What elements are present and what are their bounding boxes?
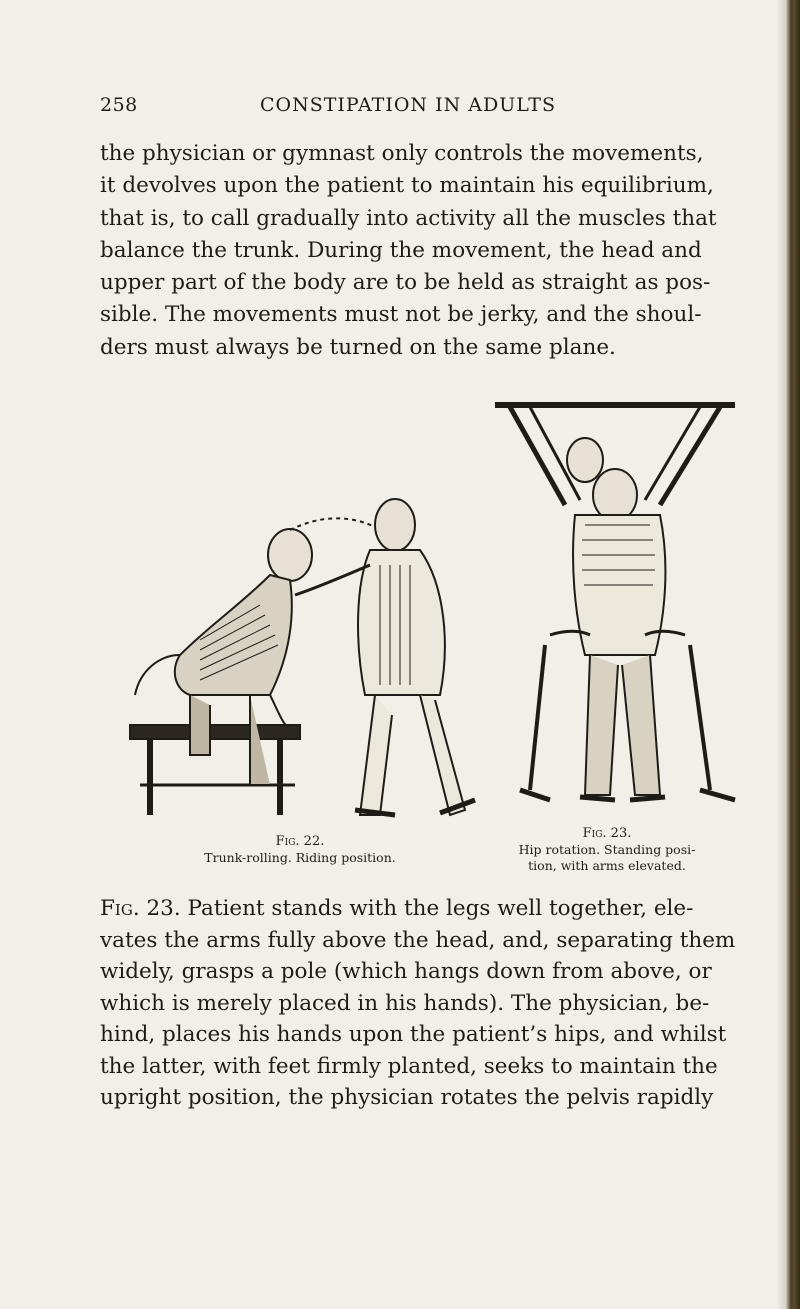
book-edge <box>786 0 800 1309</box>
text-line: that is, to call gradually into activity all the muscles that <box>100 205 717 231</box>
text-line: which is merely placed in his hands). The physician, be- <box>100 990 710 1016</box>
figure-22-illustration <box>120 455 480 825</box>
text-segment: Patient stands with the legs well together, ele- <box>187 896 694 921</box>
text-line: ders must always be turned on the same plane. <box>100 334 616 360</box>
trunk-rolling-engraving <box>120 455 480 825</box>
text-line: upright position, the physician rotates the pelvis rapidly <box>100 1085 714 1110</box>
text-line: sible. The movements must not be jerky, and the shoul- <box>100 302 702 328</box>
figure-23-caption <box>476 826 738 874</box>
text-line: widely, grasps a pole (which hangs down from above, or <box>100 959 712 984</box>
page-header <box>100 94 700 124</box>
page-edge-shadow <box>776 0 786 1309</box>
figure-23-number: Fig. 23. <box>582 826 632 841</box>
figure-22-number: Fig. 22. <box>275 834 325 849</box>
running-head: CONSTIPATION IN ADULTS <box>260 94 556 116</box>
figure-reference: Fig. 23. <box>100 896 181 921</box>
figure-23-caption-line: Hip rotation. Standing posi- <box>518 842 696 857</box>
text-line-first <box>100 893 740 925</box>
paragraph-top <box>100 138 720 364</box>
figure-22-caption <box>120 834 480 866</box>
text-line: hind, places his hands upon the patient’s hips, and whilst <box>100 1022 727 1047</box>
hip-rotation-engraving <box>490 395 740 825</box>
paragraph-bottom <box>100 893 740 1114</box>
text-line: vates the arms fully above the head, and, separating them <box>100 927 736 953</box>
text-line: the physician or gymnast only controls the movements, <box>100 141 704 166</box>
text-line: balance the trunk. During the movement, the head and <box>100 237 702 263</box>
figure-23-illustration <box>490 395 740 825</box>
figure-23-caption-line: tion, with arms elevated. <box>528 858 686 873</box>
text-line: the latter, with feet firmly planted, seeks to maintain the <box>100 1053 718 1079</box>
figures-block <box>120 395 740 835</box>
page-number: 258 <box>100 94 138 116</box>
text-line: upper part of the body are to be held as straight as pos- <box>100 270 711 296</box>
figure-22-caption-text: Trunk-rolling. Riding position. <box>204 850 396 865</box>
text-line: it devolves upon the patient to maintain his equilibrium, <box>100 173 714 199</box>
